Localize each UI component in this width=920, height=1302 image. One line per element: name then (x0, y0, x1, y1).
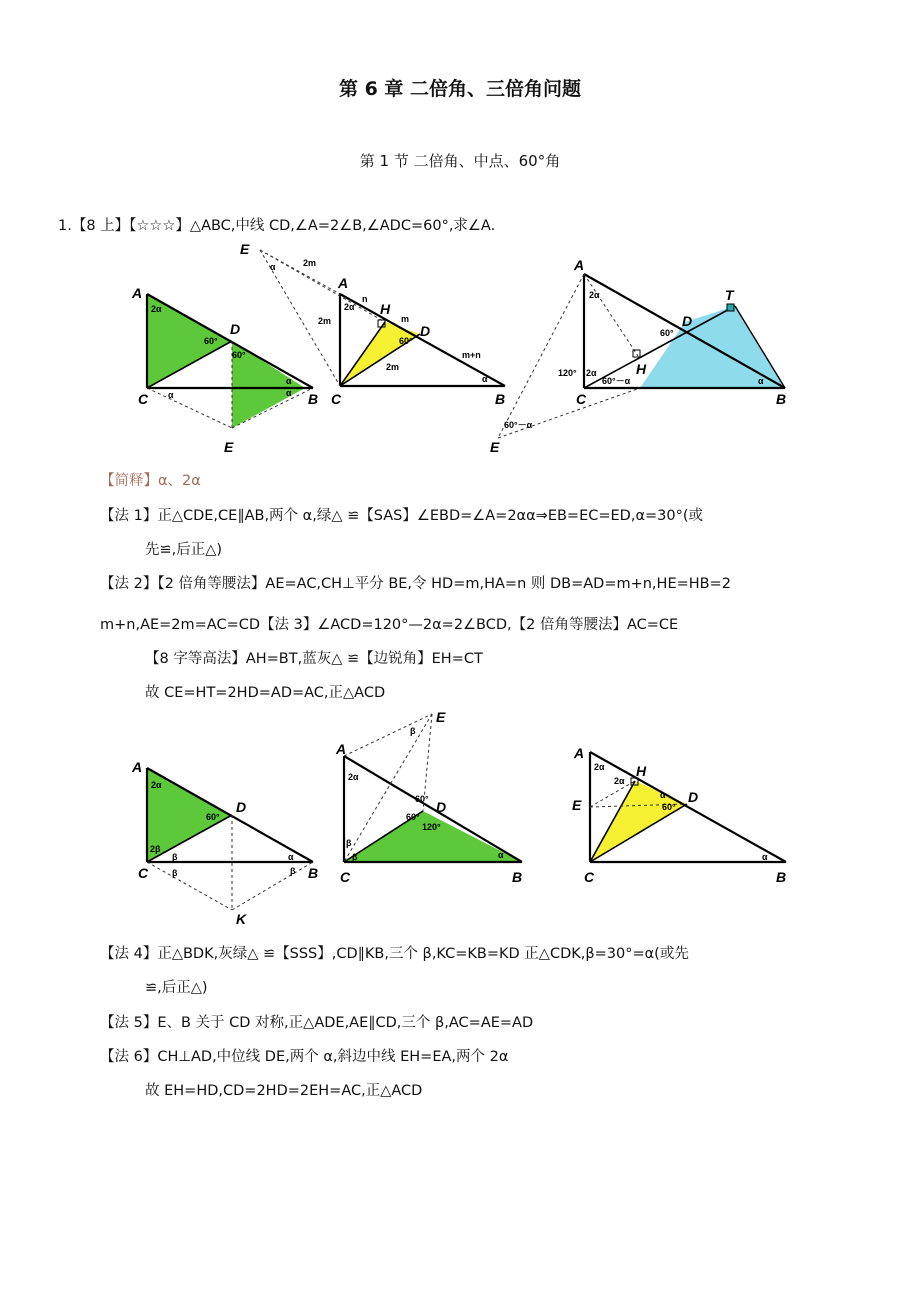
method-3-line-2: 故 CE=HT=2HD=AD=AC,正△ACD (145, 685, 386, 701)
angle-beta5c: β (352, 852, 358, 862)
label-k4: K (236, 911, 247, 927)
label-a2: A (338, 275, 349, 291)
angle-60-minus-alpha: 60°－α (602, 376, 631, 386)
label-a4: A (132, 759, 143, 775)
label-c5: C (340, 869, 351, 885)
figure-method-6 (572, 745, 786, 885)
label-b5: B (512, 869, 523, 885)
label-b3: B (776, 391, 787, 407)
angle-60-2: 60° (399, 336, 413, 346)
angle-2alpha6b: 2α (614, 776, 625, 786)
method-6-line-2: 故 EH=HD,CD=2HD=2EH=AC,正△ACD (145, 1083, 423, 1099)
angle-beta5: β (410, 726, 416, 736)
label-t3: T (725, 287, 734, 303)
angle-alpha: α (286, 376, 292, 386)
label-c4: C (138, 865, 149, 881)
angle-alpha-e: α (270, 262, 276, 272)
figure-method-5 (335, 709, 522, 885)
section-title: 第 1 节 二倍角、中点、60°角 (359, 152, 561, 170)
len-m-plus-n: m+n (462, 350, 481, 360)
method-4-line-2: ≌,后正△) (145, 980, 208, 996)
label-h6: H (636, 763, 647, 779)
angle-2beta4: 2β (150, 844, 161, 854)
angle-beta4: β (172, 852, 178, 862)
method-2-line-1: 【法 2】【2 倍角等腰法】AE=AC,CH⊥平分 BE,令 HD=m,HA=n 则 DB=AD=m+n,HE=HB=2 (100, 576, 731, 592)
label-d: D (230, 321, 241, 337)
angle-60-5a: 60° (415, 794, 429, 804)
figure-method-1 (131, 285, 318, 455)
figure-row-2 (100, 700, 820, 932)
label-d4: D (236, 799, 247, 815)
label-d3: D (682, 313, 693, 329)
yellow-triangle-6 (590, 781, 687, 862)
label-h3: H (636, 361, 647, 377)
label-b4: B (308, 865, 319, 881)
label-c: C (138, 391, 149, 407)
len-2m-ac: 2m (318, 316, 332, 326)
angle-60b: 60° (232, 350, 246, 360)
label-b2: B (495, 391, 506, 407)
problem-statement: 1.【8 上】【☆☆☆】△ABC,中线 CD,∠A=2∠B,∠ADC=60°,求∠A. (58, 218, 496, 234)
angle-alpha6: α (660, 790, 666, 800)
label-c6: C (584, 869, 595, 885)
note-brief: 【简释】α、2α (100, 473, 201, 489)
method-5-line: 【法 5】E、B 关于 CD 对称,正△ADE,AE∥CD,三个 β,AC=AE=AD (100, 1015, 534, 1031)
label-b: B (308, 391, 319, 407)
angle-60-6: 60° (662, 802, 676, 812)
angle-120-5: 120° (422, 822, 441, 832)
figure-row-1 (100, 238, 820, 460)
label-c3: C (576, 391, 587, 407)
angle-alpha6b: α (762, 852, 768, 862)
angle-2alpha3: 2α (589, 290, 600, 300)
figure-method-3 (490, 257, 786, 455)
angle-2alpha5: 2α (348, 772, 359, 782)
angle-beta4c: β (290, 866, 296, 876)
figure-method-4 (131, 759, 318, 927)
label-a5: A (336, 741, 347, 757)
angle-60-5b: 60° (406, 812, 420, 822)
angle-60-4: 60° (206, 812, 220, 822)
green-triangle-5 (344, 811, 522, 862)
angle-alpha5: α (498, 850, 504, 860)
angle-beta4b: β (172, 868, 178, 878)
angle-alpha2: α (482, 374, 488, 384)
angle-alpha-b: α (286, 388, 292, 398)
label-e5: E (436, 709, 446, 725)
method-3-line-1: 【8 字等高法】AH=BT,蓝灰△ ≌【边锐角】EH=CT (145, 651, 483, 667)
label-e6: E (572, 797, 582, 813)
len-m: m (401, 314, 410, 324)
label-a6: A (574, 745, 585, 761)
len-2m-cd: 2m (386, 362, 400, 372)
label-e3: E (490, 439, 500, 455)
label-d2: D (420, 323, 431, 339)
method-1-line-1: 【法 1】正△CDE,CE∥AB,两个 α,绿△ ≌【SAS】∠EBD=∠A=2αα⇒EB=EC=ED,α=30°(或 (100, 508, 704, 524)
label-e: E (224, 439, 234, 455)
angle-120: 120° (558, 368, 577, 378)
method-1-line-2: 先≌,后正△) (145, 542, 223, 558)
angle-60-minus-alpha-e: 60°－α (504, 420, 533, 430)
angle-2alpha2: 2α (344, 302, 355, 312)
label-d6: D (688, 789, 699, 805)
angle-60-3: 60° (660, 328, 674, 338)
method-2-line-2: m+n,AE=2m=AC=CD【法 3】∠ACD=120°—2α=2∠BCD,【2 倍角等腰法】AC=CE (100, 617, 679, 633)
angle-beta5b: β (346, 838, 352, 848)
len-2m: 2m (303, 258, 317, 268)
label-h2: H (380, 301, 391, 317)
angle-alpha-c: α (168, 390, 174, 400)
angle-2alpha4: 2α (151, 780, 162, 790)
label-a: A (132, 285, 143, 301)
label-b6: B (776, 869, 787, 885)
label-d5: D (436, 799, 447, 815)
angle-2alpha6: 2α (594, 762, 605, 772)
label-c2: C (331, 391, 342, 407)
method-6-line-1: 【法 6】CH⊥AD,中位线 DE,两个 α,斜边中线 EH=EA,两个 2α (100, 1049, 509, 1065)
label-a3: A (574, 257, 585, 273)
angle-60: 60° (204, 336, 218, 346)
method-4-line-1: 【法 4】正△BDK,灰绿△ ≌【SSS】,CD∥KB,三个 β,KC=KB=KD 正△CDK,β=30°=α(或先 (100, 946, 689, 962)
angle-2alpha3b: 2α (586, 368, 597, 378)
len-n: n (362, 294, 368, 304)
angle-alpha3: α (758, 376, 764, 386)
angle-2alpha: 2α (151, 304, 162, 314)
angle-alpha4: α (288, 852, 294, 862)
label-e2: E (240, 241, 250, 257)
chapter-title: 第 6 章 二倍角、三倍角问题 (338, 78, 582, 100)
